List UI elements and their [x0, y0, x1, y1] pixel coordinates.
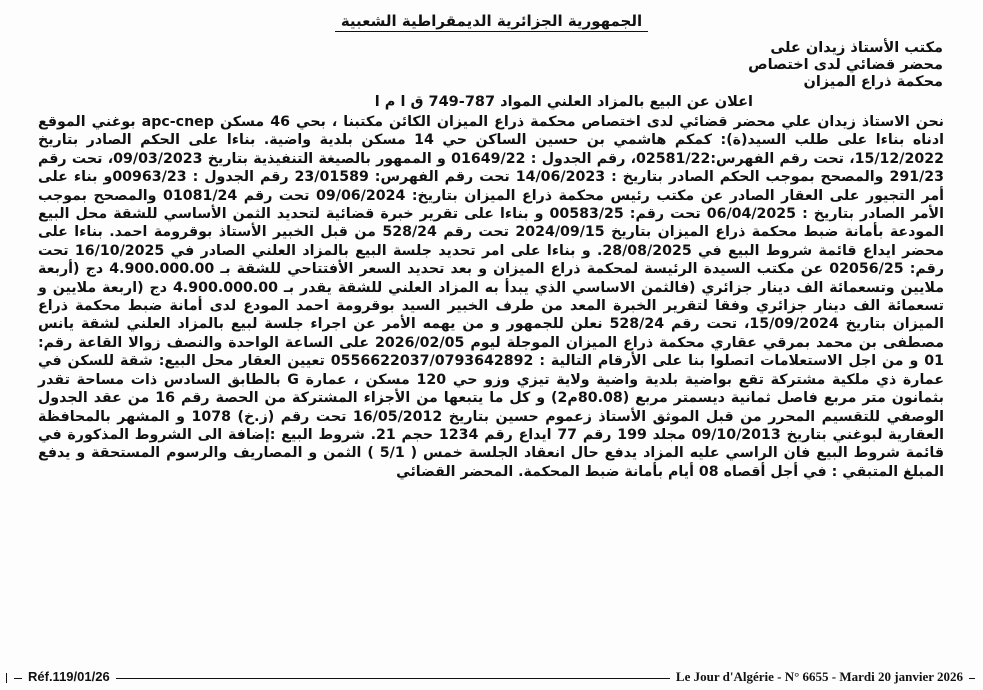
reference-number: Réf.119/01/26: [22, 669, 116, 684]
notice-body: [38, 113, 944, 481]
court-line: محكمة ذراع الميزان: [803, 74, 943, 90]
republic-heading: [0, 12, 983, 30]
announcement-title: اعلان عن البيع بالمزاد العلني المواد 787-749 ق ا م ا: [374, 94, 753, 110]
journal-issue: Le Jour d'Algérie - N° 6655 - Mardi 20 janvier 2026: [670, 669, 969, 685]
footer-tick: [6, 673, 17, 683]
notice-paragraph: نحن الاستاذ زيدان علي محضر قضائي لدى اختصاص محكمة ذراع الميزان الكائن مكتبنا ، بحي 46 مسكن apc-cnep بوغني الموقع ادناه بناءا على طلب السيد(ة): كمكم هاشمي بن حسين الساكن حي 14 مسكن بلدية واضية. بناءا على الحكم الصادر بتاريخ 15/12/2022، تحت رقم الفهرس:02581/22، رقم الجدول : 01649/22 و الممهور بالصيغة التنفيذية بتاريخ 09/03/2023، تحت رقم 291/23 والمصحح بموجب الحكم الصادر بتاريخ : 14/06/2023 تحت رقم الفهرس: 23/01589 رقم الجدول : 00963/23و بناء على أمر التجيور على العقار الصادر عن مكتب رئيس محكمة ذراع الميزان بتاريخ: 09/06/2024 تحت رقم 01081/24 والمصحح بموجب الأمر الصادر بتاريخ : 06/04/2025 تحت رقم: 00583/25 و بناءا على تقرير خبرة قضائية لتحديد الثمن الأساسي للشقة محل البيع المودعة بأمانة ضبط محكمة ذراع الميزان بتاريخ 2024/09/15 تحت رقم 528/24 من قبل الخبير الأستاذ بوقرومة احمد. بناءا على محضر ايداع قائمة شروط البيع في 28/08/2025. و بناءا على امر تحديد جلسة البيع بالمزاد العلني الصادر في 16/10/2025 تحت رقم: 02056/25 عن مكتب السيدة الرئيسة لمحكمة ذراع الميزان و بعد تحديد السعر الأفتتاحي للشقة بـ 4.900.000.00 دج (أربعة ملايين وتسعمائة الف دينار جزائري (فالثمن الاساسي الذي يبدأ به المزاد العلني للشقة يقدر بـ 4.900.000.00 دج (اربعة ملايين و تسعمائة الف دينار جزائري وفقا لتقرير الخبرة المعد من طرف الخبير السيد بوقرومة احمد المودع لدى أمانة ضبط محكمة ذراع الميزان بتاريخ 15/09/2024، تحت رقم 528/24 نعلن للجمهور و من يهمه الأمر عن اجراء جلسة لبيع بالمزاد العلني لشقة يانس مصطفى بن محمد بمرقي عقاري محكمة ذراع الميزان الموجلة ليوم 2026/02/05 على الساعة الواحدة والنصف زوالا القاعة رقم: 01 و من اجل الاستعلامات اتصلوا بنا على الأرقام التالية : 0556622037/0793642892 تعيين العقار محل البيع: شقة للسكن في عمارة ذي ملكية مشتركة تقع بواضية بلدية واضية ولاية تيزي وزو حي 120 مسكن ، عمارة G بالطابق السادس ذات مساحة تقدر بثمانون متر مربع فاصل ثمانية ديسمتر مربع (80.08م2) و كل ما يتبعها من الأجزاء المشتركة من الحصة رقم 16 من عقد الجدول الوصفي للتقسيم المحرر من قبل الموثق الأستاذ زعموم حسين بتاريخ 16/05/2012 تحت رقم (ز.خ) 1078 و المشهر بالمحافظة العقارية لبوغني بتاريخ 09/10/2013 مجلد 199 رقم 77 ايداع رقم 1234 حجم 21. شروط البيع :إضافة الى الشروط المذكورة في قائمة شروط البيع فان الراسي عليه المزاد يدفع حال انعقاد الجلسة خمس ( 5/1 ) الثمن و المصاريف والرسوم المستحقة و يدفع المبلغ المتبقي : في أجل أقصاه 08 أيام بأمانة ضبط المحكمة. المحضر القضائي: [38, 114, 945, 480]
bailiff-header: [443, 40, 943, 91]
office-line: مكتب الأستاذ زيدان على: [770, 40, 943, 56]
republic-title: الجمهورية الجزائرية الديمقراطية الشعبية: [335, 12, 648, 32]
role-line: محضر قضائي لدى اختصاص: [748, 57, 943, 73]
page-footer: [0, 668, 983, 690]
